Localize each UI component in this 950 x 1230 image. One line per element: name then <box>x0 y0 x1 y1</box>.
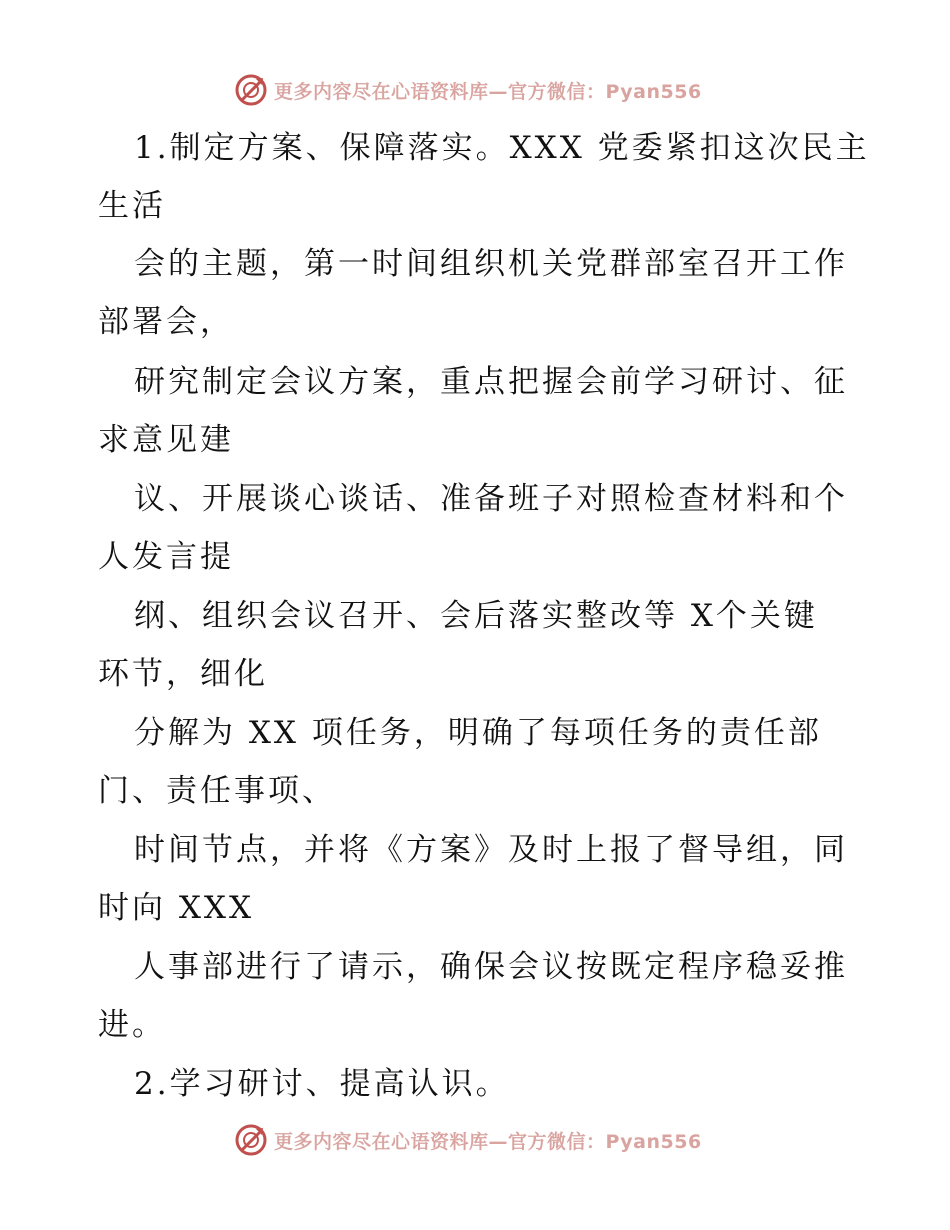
text-line: 人发言提 <box>98 539 234 575</box>
text-line: 进。 <box>98 1007 166 1043</box>
text-line: 时间节点，并将《方案》及时上报了督导组，同 <box>134 832 848 868</box>
text-line: 人事部进行了请示，确保会议按既定程序稳妥推 <box>134 949 848 985</box>
text-line: 门、责任事项、 <box>98 773 336 809</box>
watermark-banner-bottom <box>234 1120 702 1160</box>
text-line: 部署会， <box>98 304 234 340</box>
watermark-logo-icon <box>234 1123 268 1157</box>
watermark-banner-top <box>234 70 702 110</box>
text-line: 时向 XXX <box>98 890 255 926</box>
watermark-logo-icon <box>234 73 268 107</box>
text-line: 会的主题，第一时间组织机关党群部室召开工作 <box>134 246 848 282</box>
text-line: 1.制定方案、保障落实。XXX 党委紧扣这次民主 <box>134 130 870 166</box>
text-line: 议、开展谈心谈话、准备班子对照检查材料和个 <box>134 481 848 517</box>
text-line: 纲、组织会议召开、会后落实整改等 X个关键 <box>134 598 818 634</box>
text-line: 分解为 XX 项任务，明确了每项任务的责任部 <box>134 715 822 751</box>
watermark-text: 更多内容尽在心语资料库—官方微信：Pyan556 <box>274 80 702 103</box>
text-line: 求意见建 <box>98 422 234 458</box>
text-line: 2.学习研讨、提高认识。 <box>134 1066 510 1102</box>
text-line: 环节，细化 <box>98 656 268 692</box>
text-line: 生活 <box>98 188 166 224</box>
watermark-text: 更多内容尽在心语资料库—官方微信：Pyan556 <box>274 1130 702 1153</box>
text-line: 研究制定会议方案，重点把握会前学习研讨、征 <box>134 364 848 400</box>
